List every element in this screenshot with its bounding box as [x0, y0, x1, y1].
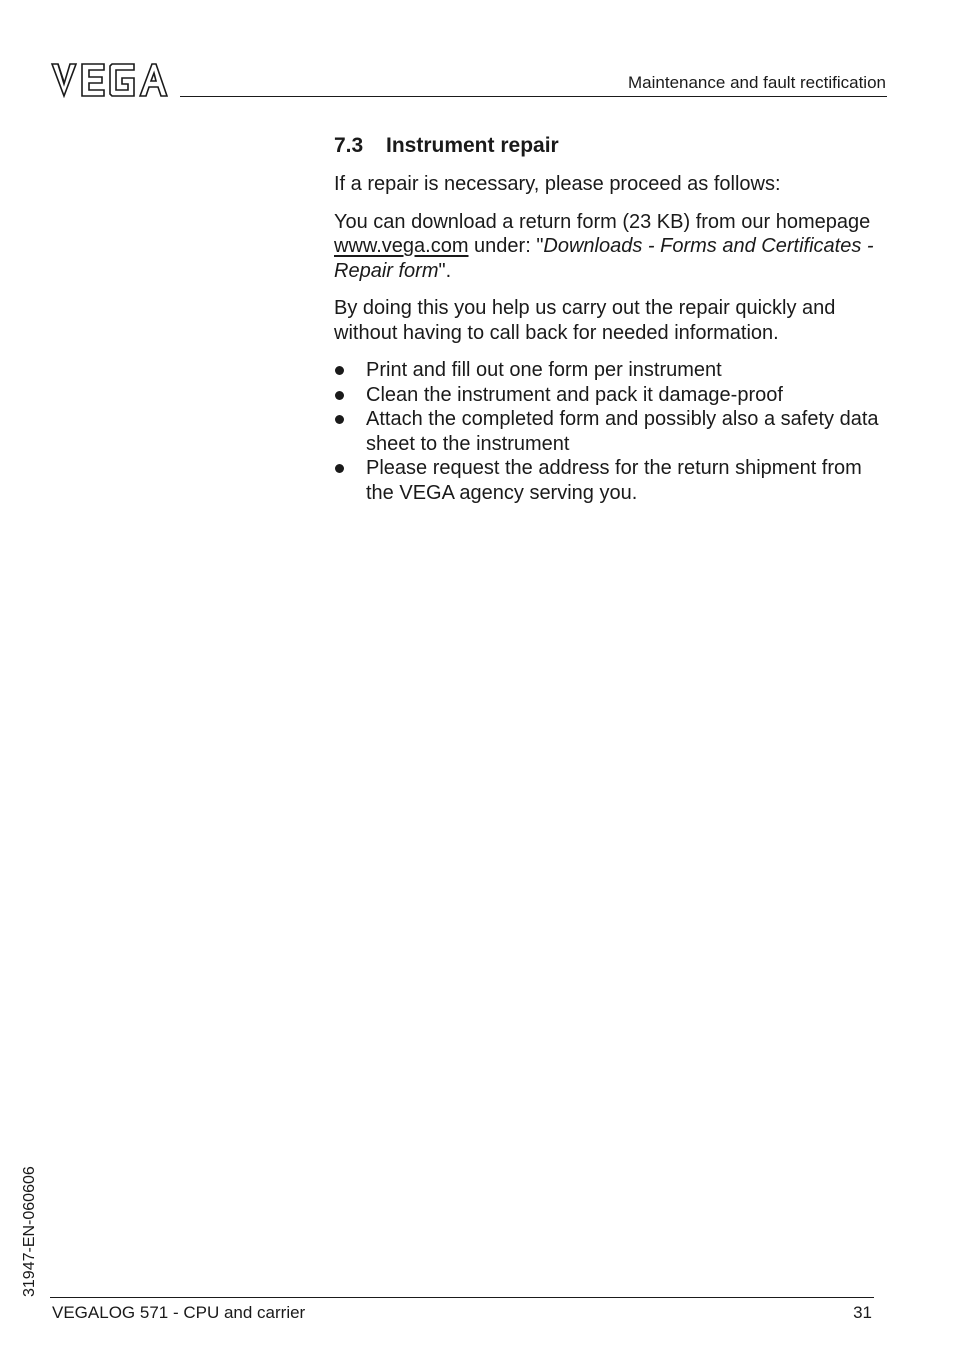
bullet-dot-icon [335, 391, 344, 400]
download-suffix: ". [438, 259, 452, 282]
section-title: Instrument repair [386, 134, 559, 157]
list-item: Print and fill out one form per instrument [334, 358, 890, 383]
section-number: 7.3 [334, 134, 364, 157]
main-content [334, 133, 890, 505]
section-heading [334, 133, 890, 159]
benefit-paragraph: By doing this you help us carry out the repair quickly and without having to call back for needed information. [334, 297, 836, 344]
intro-paragraph: If a repair is necessary, please proceed as follows: [334, 173, 781, 195]
bullet-dot-icon [335, 415, 344, 424]
list-item: Clean the instrument and pack it damage-proof [334, 383, 890, 408]
bullet-dot-icon [335, 366, 344, 375]
vega-logo [50, 62, 168, 98]
download-prefix: You can download a return form (23 KB) from our homepage [334, 210, 871, 233]
list-item: Attach the completed form and possibly also a safety data sheet to the instrument [334, 407, 890, 456]
document-code: 31947-EN-060606 [21, 1166, 38, 1297]
repair-steps-list [334, 358, 890, 505]
download-path: Downloads - Forms and Certificates - Repair form [334, 235, 874, 282]
list-item: Please request the address for the return shipment from the VEGA agency serving you. [334, 456, 890, 505]
vega-homepage-link[interactable]: www.vega.com [334, 235, 469, 257]
bullet-dot-icon [335, 464, 344, 473]
footer-product: VEGALOG 571 - CPU and carrier [52, 1303, 306, 1322]
page-number: 31 [853, 1303, 872, 1322]
footer-rule [50, 1297, 874, 1298]
header-rule [180, 96, 887, 97]
header-section-label: Maintenance and fault rectification [628, 73, 886, 92]
download-mid: under: " [468, 235, 544, 257]
download-paragraph [334, 210, 890, 284]
